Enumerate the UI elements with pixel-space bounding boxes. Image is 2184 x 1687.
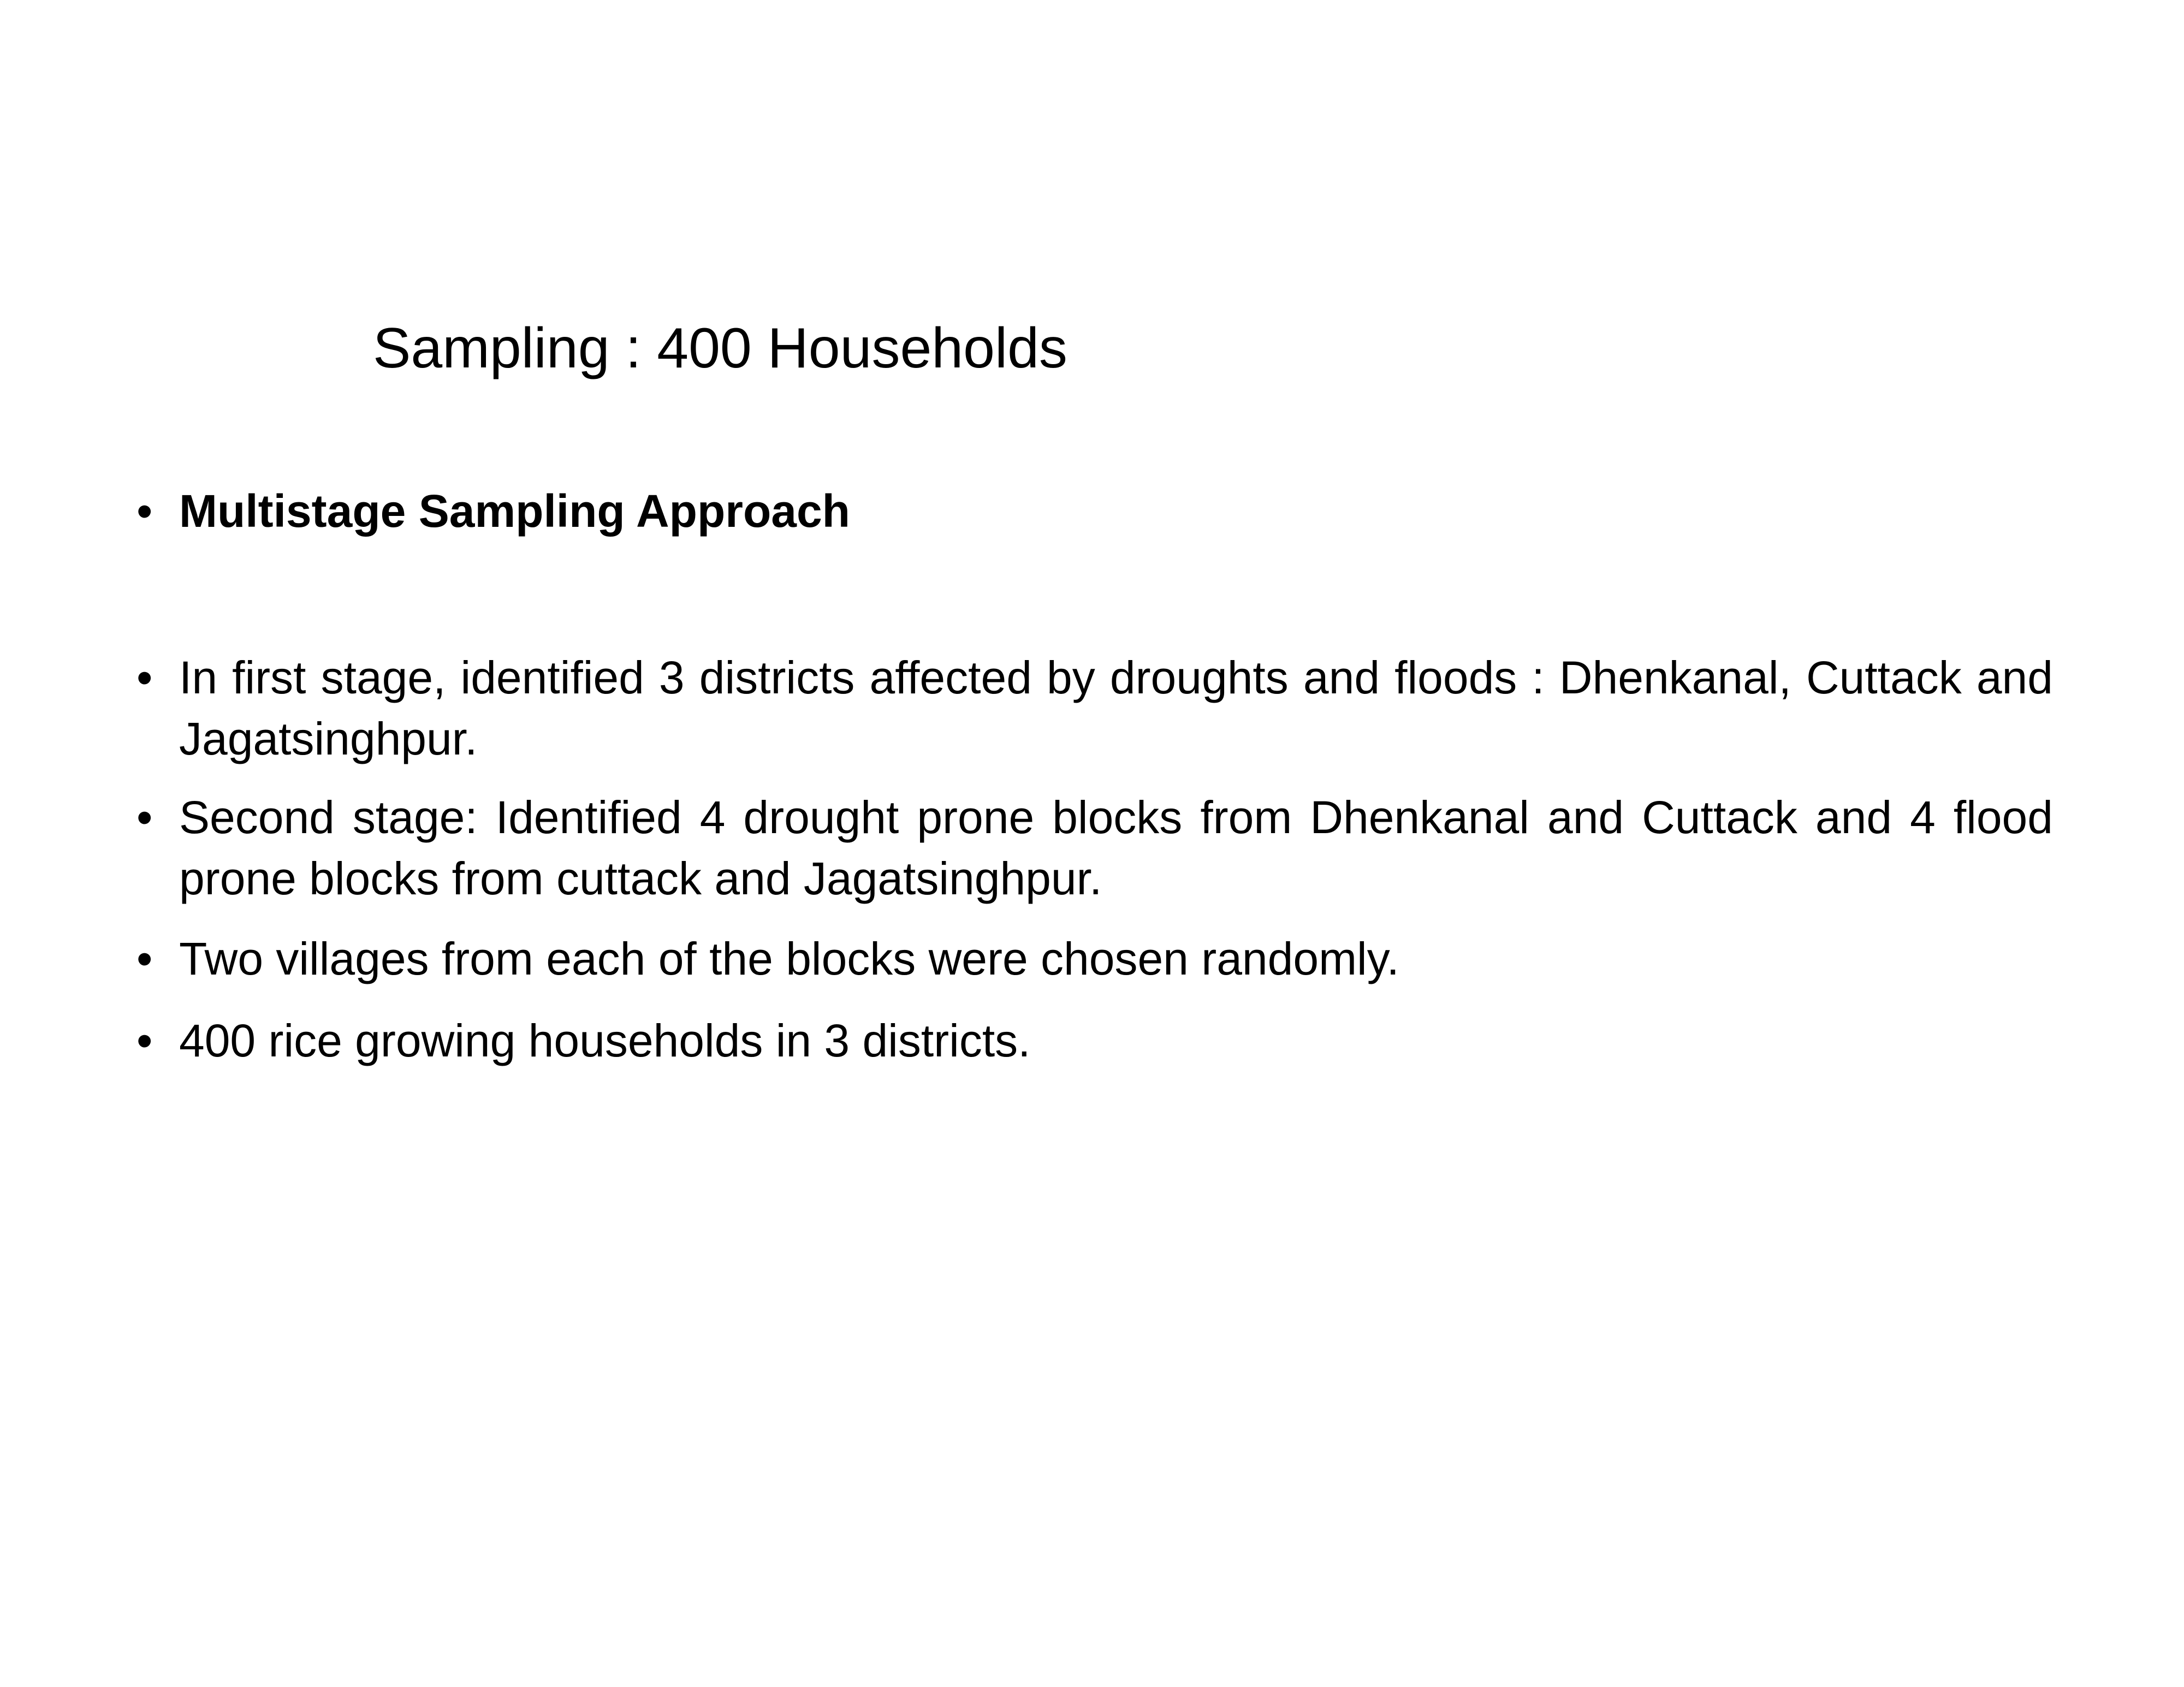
bullet-text: Two villages from each of the blocks were chosen randomly. <box>179 933 1399 984</box>
bullet-text: In first stage, identified 3 districts affected by droughts and floods : Dhenkanal, Cuttack and Jagatsinghpur. <box>179 652 2053 764</box>
bullet-item-first-stage <box>136 647 2053 769</box>
bullet-item-multistage-approach <box>136 480 2053 542</box>
bullet-item-villages <box>136 928 2053 989</box>
bullet-item-second-stage <box>136 787 2053 909</box>
bullet-item-households <box>136 1010 2053 1071</box>
bullet-text: Multistage Sampling Approach <box>179 485 850 537</box>
bullet-icon: • <box>136 485 153 537</box>
bullet-text: Second stage: Identified 4 drought prone blocks from Dhenkanal and Cuttack and 4 flood prone blocks from cuttack and Jagatsinghpur. <box>179 792 2053 904</box>
bullet-icon: • <box>136 1015 153 1066</box>
bullet-icon: • <box>136 792 153 843</box>
bullet-icon: • <box>136 652 153 703</box>
slide-title: Sampling : 400 Households <box>373 317 1067 380</box>
bullet-text: 400 rice growing households in 3 districts. <box>179 1015 1031 1066</box>
bullet-icon: • <box>136 933 153 984</box>
